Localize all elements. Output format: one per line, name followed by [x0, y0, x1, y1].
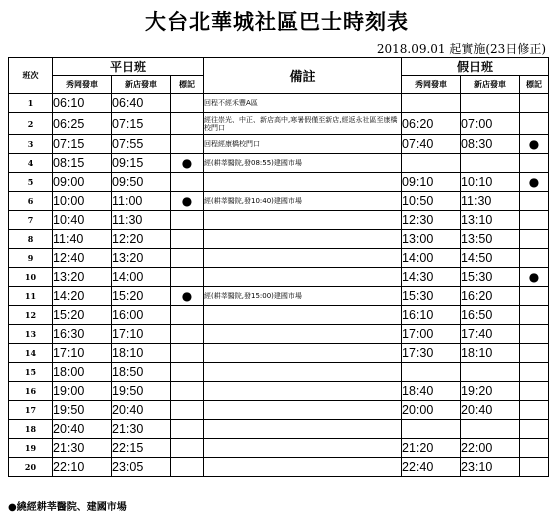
holiday-mark	[520, 382, 549, 401]
weekday-xiugang-time: 18:00	[53, 363, 112, 382]
weekday-xindian-time: 14:00	[112, 268, 171, 287]
holiday-mark	[520, 420, 549, 439]
holiday-xiugang-time: 14:00	[402, 249, 461, 268]
header-holiday-mark: 標記	[520, 76, 549, 94]
remark	[204, 439, 402, 458]
holiday-xindian-time: 14:50	[461, 249, 520, 268]
table-row	[9, 173, 549, 192]
header-weekday-xindian: 新店發車	[112, 76, 171, 94]
weekday-mark	[171, 113, 204, 135]
holiday-mark	[520, 344, 549, 363]
holiday-xindian-time: 17:40	[461, 325, 520, 344]
trip-number: 8	[9, 230, 53, 249]
trip-number: 18	[9, 420, 53, 439]
header-holiday: 假日班	[402, 58, 549, 76]
weekday-mark	[171, 344, 204, 363]
weekday-xiugang-time: 17:10	[53, 344, 112, 363]
holiday-xiugang-time: 10:50	[402, 192, 461, 211]
weekday-mark	[171, 325, 204, 344]
header-holiday-xiugang: 秀岡發車	[402, 76, 461, 94]
weekday-xiugang-time: 20:40	[53, 420, 112, 439]
holiday-xiugang-time: 21:20	[402, 439, 461, 458]
holiday-xiugang-time: 12:30	[402, 211, 461, 230]
weekday-mark	[171, 458, 204, 477]
page-title: 大台北華城社區巴士時刻表	[145, 9, 409, 34]
table-row	[9, 113, 549, 135]
table-row	[9, 154, 549, 173]
weekday-mark	[171, 363, 204, 382]
table-row	[9, 363, 549, 382]
trip-number: 9	[9, 249, 53, 268]
weekday-mark	[171, 382, 204, 401]
holiday-xindian-time: 20:40	[461, 401, 520, 420]
weekday-xindian-time: 07:55	[112, 135, 171, 154]
weekday-mark	[171, 211, 204, 230]
holiday-mark	[520, 94, 549, 113]
trip-number: 6	[9, 192, 53, 211]
holiday-xiugang-time: 18:40	[402, 382, 461, 401]
holiday-xindian-time: 10:10	[461, 173, 520, 192]
remark	[204, 154, 402, 173]
effective-date: 2018.09.01 起實施(23日修正)	[376, 42, 546, 56]
holiday-xindian-time	[461, 420, 520, 439]
weekday-mark	[171, 94, 204, 113]
trip-number: 11	[9, 287, 53, 306]
holiday-xindian-time: 23:10	[461, 458, 520, 477]
holiday-xiugang-time	[402, 363, 461, 382]
holiday-xindian-time	[461, 154, 520, 173]
trip-number: 1	[9, 94, 53, 113]
remark-text: 回程經康橋校門口	[204, 140, 261, 148]
timetable-body	[9, 94, 549, 477]
trip-number: 4	[9, 154, 53, 173]
weekday-xiugang-time: 19:50	[53, 401, 112, 420]
weekday-xindian-time: 09:15	[112, 154, 171, 173]
remark	[204, 173, 402, 192]
table-row	[9, 439, 549, 458]
weekday-xindian-time: 21:30	[112, 420, 171, 439]
remark	[204, 192, 402, 211]
remark	[204, 113, 402, 135]
table-row	[9, 401, 549, 420]
weekday-xiugang-time: 08:15	[53, 154, 112, 173]
weekday-xindian-time: 09:50	[112, 173, 171, 192]
weekday-mark	[171, 230, 204, 249]
table-row	[9, 192, 549, 211]
holiday-xiugang-time: 22:40	[402, 458, 461, 477]
remark	[204, 325, 402, 344]
holiday-xindian-time: 13:50	[461, 230, 520, 249]
holiday-xiugang-time: 20:00	[402, 401, 461, 420]
holiday-mark	[520, 439, 549, 458]
header-banci: 班次	[9, 58, 53, 94]
holiday-xindian-time: 19:20	[461, 382, 520, 401]
trip-number: 2	[9, 113, 53, 135]
table-row	[9, 325, 549, 344]
table-row	[9, 458, 549, 477]
remark	[204, 382, 402, 401]
holiday-xindian-time: 13:10	[461, 211, 520, 230]
header-remarks: 備註	[204, 58, 402, 94]
weekday-xiugang-time: 10:40	[53, 211, 112, 230]
trip-number: 7	[9, 211, 53, 230]
holiday-xiugang-time	[402, 420, 461, 439]
holiday-mark	[520, 192, 549, 211]
holiday-xindian-time: 07:00	[461, 113, 520, 135]
weekday-xindian-time: 18:10	[112, 344, 171, 363]
holiday-xiugang-time: 16:10	[402, 306, 461, 325]
holiday-mark	[520, 113, 549, 135]
table-row	[9, 230, 549, 249]
holiday-xiugang-time	[402, 154, 461, 173]
holiday-xindian-time: 08:30	[461, 135, 520, 154]
holiday-mark	[520, 230, 549, 249]
weekday-xindian-time: 12:20	[112, 230, 171, 249]
remark	[204, 94, 402, 113]
header-weekday-mark: 標記	[171, 76, 204, 94]
weekday-xindian-time: 07:15	[112, 113, 171, 135]
weekday-xindian-time: 17:10	[112, 325, 171, 344]
weekday-xindian-time: 11:30	[112, 211, 171, 230]
holiday-xindian-time: 16:50	[461, 306, 520, 325]
trip-number: 15	[9, 363, 53, 382]
holiday-mark	[520, 249, 549, 268]
remark	[204, 458, 402, 477]
table-row	[9, 249, 549, 268]
weekday-xindian-time: 15:20	[112, 287, 171, 306]
remark	[204, 344, 402, 363]
weekday-mark	[171, 249, 204, 268]
remark	[204, 306, 402, 325]
table-row	[9, 420, 549, 439]
remark	[204, 268, 402, 287]
table-row	[9, 135, 549, 154]
weekday-mark: ●	[171, 192, 204, 211]
weekday-xiugang-time: 09:00	[53, 173, 112, 192]
trip-number: 5	[9, 173, 53, 192]
remark	[204, 363, 402, 382]
weekday-xindian-time: 13:20	[112, 249, 171, 268]
weekday-xindian-time: 18:50	[112, 363, 171, 382]
weekday-xindian-time: 19:50	[112, 382, 171, 401]
holiday-xiugang-time: 17:30	[402, 344, 461, 363]
weekday-xindian-time: 20:40	[112, 401, 171, 420]
weekday-xiugang-time: 22:10	[53, 458, 112, 477]
holiday-xindian-time: 22:00	[461, 439, 520, 458]
holiday-mark	[520, 325, 549, 344]
trip-number: 14	[9, 344, 53, 363]
weekday-mark	[171, 268, 204, 287]
holiday-mark	[520, 287, 549, 306]
holiday-mark: ●	[520, 173, 549, 192]
holiday-xiugang-time: 06:20	[402, 113, 461, 135]
table-row	[9, 287, 549, 306]
table-row	[9, 211, 549, 230]
remark-text: 回程不經禾豐A區	[204, 99, 258, 107]
holiday-xiugang-time: 17:00	[402, 325, 461, 344]
remark-text: 經往崇光、中正、新店高中,寒暑假僅至新店,經返永社區至康橋校門口	[204, 115, 398, 132]
holiday-xiugang-time	[402, 94, 461, 113]
remark	[204, 135, 402, 154]
weekday-mark	[171, 420, 204, 439]
remark-text: 經(耕莘醫院,發10:40)建國市場	[204, 197, 302, 205]
weekday-xiugang-time: 07:15	[53, 135, 112, 154]
weekday-xiugang-time: 15:20	[53, 306, 112, 325]
weekday-mark	[171, 306, 204, 325]
weekday-xindian-time: 22:15	[112, 439, 171, 458]
table-row	[9, 94, 549, 113]
weekday-xiugang-time: 21:30	[53, 439, 112, 458]
footnote: ●繞經耕莘醫院、建國市場	[8, 502, 127, 513]
holiday-mark	[520, 363, 549, 382]
trip-number: 16	[9, 382, 53, 401]
trip-number: 3	[9, 135, 53, 154]
holiday-xindian-time	[461, 94, 520, 113]
holiday-xindian-time	[461, 363, 520, 382]
remark	[204, 401, 402, 420]
holiday-mark	[520, 306, 549, 325]
weekday-mark	[171, 439, 204, 458]
holiday-xiugang-time: 14:30	[402, 268, 461, 287]
trip-number: 12	[9, 306, 53, 325]
trip-number: 19	[9, 439, 53, 458]
holiday-mark	[520, 211, 549, 230]
holiday-xindian-time: 18:10	[461, 344, 520, 363]
weekday-mark: ●	[171, 154, 204, 173]
holiday-xiugang-time: 07:40	[402, 135, 461, 154]
trip-number: 17	[9, 401, 53, 420]
weekday-mark	[171, 135, 204, 154]
holiday-xindian-time: 16:20	[461, 287, 520, 306]
header-holiday-xindian: 新店發車	[461, 76, 520, 94]
remark	[204, 420, 402, 439]
weekday-mark: ●	[171, 287, 204, 306]
timetable	[8, 57, 549, 477]
holiday-xiugang-time: 13:00	[402, 230, 461, 249]
weekday-xiugang-time: 12:40	[53, 249, 112, 268]
weekday-mark	[171, 173, 204, 192]
remark-text: 經(耕莘醫院,發08:55)建國市場	[204, 159, 302, 167]
holiday-mark	[520, 154, 549, 173]
trip-number: 13	[9, 325, 53, 344]
table-row	[9, 382, 549, 401]
holiday-xiugang-time: 09:10	[402, 173, 461, 192]
remark	[204, 287, 402, 306]
weekday-xiugang-time: 14:20	[53, 287, 112, 306]
holiday-mark	[520, 458, 549, 477]
header-weekday-xiugang: 秀岡發車	[53, 76, 112, 94]
weekday-xindian-time: 06:40	[112, 94, 171, 113]
table-row	[9, 306, 549, 325]
remark	[204, 230, 402, 249]
weekday-xiugang-time: 11:40	[53, 230, 112, 249]
remark	[204, 211, 402, 230]
holiday-mark: ●	[520, 135, 549, 154]
weekday-xiugang-time: 06:25	[53, 113, 112, 135]
weekday-xindian-time: 23:05	[112, 458, 171, 477]
table-row	[9, 344, 549, 363]
holiday-mark	[520, 401, 549, 420]
weekday-xindian-time: 16:00	[112, 306, 171, 325]
weekday-xindian-time: 11:00	[112, 192, 171, 211]
trip-number: 10	[9, 268, 53, 287]
header-weekday: 平日班	[53, 58, 204, 76]
holiday-xiugang-time: 15:30	[402, 287, 461, 306]
weekday-xiugang-time: 06:10	[53, 94, 112, 113]
table-row	[9, 268, 549, 287]
weekday-mark	[171, 401, 204, 420]
trip-number: 20	[9, 458, 53, 477]
remark-text: 經(耕莘醫院,發15:00)建國市場	[204, 292, 302, 300]
holiday-xindian-time: 15:30	[461, 268, 520, 287]
holiday-mark: ●	[520, 268, 549, 287]
remark	[204, 249, 402, 268]
holiday-xindian-time: 11:30	[461, 192, 520, 211]
weekday-xiugang-time: 16:30	[53, 325, 112, 344]
weekday-xiugang-time: 19:00	[53, 382, 112, 401]
weekday-xiugang-time: 13:20	[53, 268, 112, 287]
weekday-xiugang-time: 10:00	[53, 192, 112, 211]
